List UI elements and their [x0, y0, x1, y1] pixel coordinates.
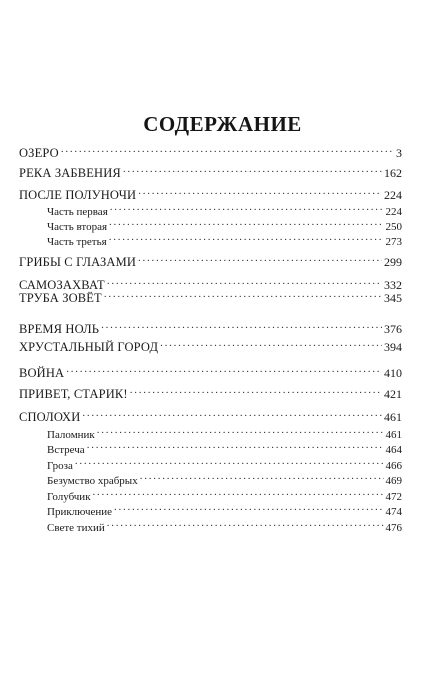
- dot-leader: [93, 488, 384, 500]
- toc-subentry: [19, 441, 402, 457]
- toc-page-number: 376: [384, 322, 402, 336]
- toc-entry: [19, 386, 402, 402]
- toc-subentry: [19, 488, 402, 504]
- toc-subentry-title: Часть третья: [47, 236, 107, 248]
- toc-page-number: 461: [384, 410, 402, 424]
- toc-subentry-title: Приключение: [47, 506, 113, 518]
- toc-entry: [19, 165, 402, 181]
- toc-page-number: 410: [384, 366, 402, 380]
- toc-page-number: 464: [385, 444, 402, 456]
- toc-entry: [19, 145, 402, 161]
- dot-leader: [107, 519, 384, 531]
- dot-leader: [160, 339, 382, 351]
- toc-subentry-title: Часть вторая: [47, 221, 108, 233]
- dot-leader: [140, 472, 384, 484]
- toc-subentry: [19, 503, 402, 519]
- dot-leader: [97, 426, 384, 438]
- page-title: СОДЕРЖАНИЕ: [143, 112, 302, 136]
- toc-page-number: 273: [385, 236, 402, 248]
- toc-page-number: 472: [385, 491, 402, 503]
- dot-leader: [130, 386, 382, 398]
- dot-leader: [107, 277, 382, 289]
- toc-entry: [19, 290, 402, 306]
- toc-subentry-title: Гроза: [47, 460, 73, 472]
- toc-page-number: 476: [385, 522, 402, 534]
- toc-page-number: 224: [385, 206, 402, 218]
- toc-entry-title: ПОСЛЕ ПОЛУНОЧИ: [19, 188, 137, 202]
- dot-leader: [138, 254, 382, 266]
- dot-leader: [66, 365, 382, 377]
- dot-leader: [110, 203, 384, 215]
- toc-page-number: 332: [384, 278, 402, 292]
- toc-page-number: 3: [396, 146, 402, 160]
- toc-entry: [19, 409, 402, 425]
- dot-leader: [109, 233, 384, 245]
- toc-page-number: 224: [384, 188, 402, 202]
- toc-entry-title: РЕКА ЗАБВЕНИЯ: [19, 166, 121, 180]
- toc-subentry-title: Часть первая: [47, 206, 108, 218]
- toc-entry-title: ВОЙНА: [19, 366, 65, 380]
- toc-page-number: 394: [384, 340, 402, 354]
- toc-entry: [19, 321, 402, 337]
- toc-entry-title: ВРЕМЯ НОЛЬ: [19, 322, 100, 336]
- toc-subentry: [19, 457, 402, 473]
- toc-entry-title: ХРУСТАЛЬНЫЙ ГОРОД: [19, 340, 159, 354]
- toc-subentry: [19, 426, 402, 442]
- toc-entry: [19, 365, 402, 381]
- dot-leader: [114, 503, 383, 515]
- toc-page-number: 474: [385, 506, 402, 518]
- toc-subentry: [19, 472, 402, 488]
- toc-entry: [19, 187, 402, 203]
- toc-subentry: [19, 233, 402, 249]
- toc-subentry-title: Безумство храбрых: [47, 475, 138, 487]
- dot-leader: [61, 145, 394, 157]
- toc-entry-title: ПРИВЕТ, СТАРИК!: [19, 387, 128, 401]
- dot-leader: [138, 187, 382, 199]
- toc-subentry: [19, 519, 402, 535]
- toc-subentry-title: Встреча: [47, 444, 85, 456]
- toc-subentry-title: Голубчик: [47, 491, 91, 503]
- dot-leader: [82, 409, 382, 421]
- toc-entry-title: ГРИБЫ С ГЛАЗАМИ: [19, 255, 137, 269]
- dot-leader: [75, 457, 384, 469]
- dot-leader: [123, 165, 382, 177]
- dot-leader: [87, 441, 384, 453]
- toc-page-number: 162: [384, 166, 402, 180]
- toc-page-number: 345: [384, 291, 402, 305]
- toc-entry: [19, 254, 402, 270]
- toc-subentry: [19, 218, 402, 234]
- toc-page-number: 466: [385, 460, 402, 472]
- toc-entry: [19, 339, 402, 355]
- toc-page-number: 299: [384, 255, 402, 269]
- toc-page-number: 469: [385, 475, 402, 487]
- toc-page-number: 250: [385, 221, 402, 233]
- toc-entry-title: СПОЛОХИ: [19, 410, 81, 424]
- dot-leader: [101, 321, 382, 333]
- dot-leader: [109, 218, 383, 230]
- toc-entry-title: ТРУБА ЗОВЁТ: [19, 291, 102, 305]
- toc-entry-title: САМОЗАХВАТ: [19, 278, 105, 292]
- toc-entry-title: ОЗЕРО: [19, 146, 59, 160]
- toc-subentry-title: Свете тихий: [47, 522, 105, 534]
- toc-page-number: 461: [385, 429, 402, 441]
- toc-subentry-title: Паломник: [47, 429, 95, 441]
- toc-subentry: [19, 203, 402, 219]
- toc-page-number: 421: [384, 387, 402, 401]
- dot-leader: [104, 290, 382, 302]
